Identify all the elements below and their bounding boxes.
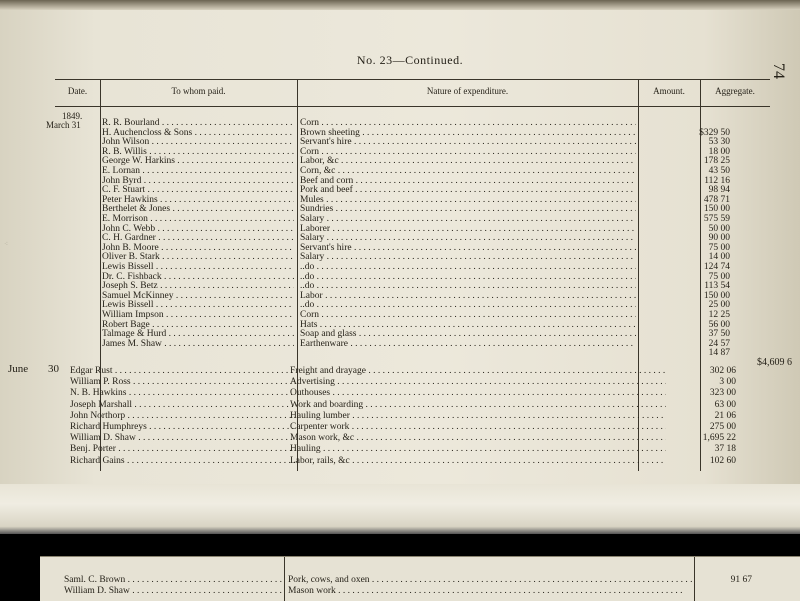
row-amount: 3 00 — [719, 377, 736, 388]
row-nature: Salary . . . — [300, 252, 636, 263]
row-amount: $329 50 — [699, 127, 730, 138]
row-amount: 14 87 — [708, 348, 730, 359]
header-date: Date. — [67, 86, 88, 96]
aggregate-value: $4,609 6 — [757, 357, 792, 368]
row-payee: E. Lornan . . . — [102, 166, 294, 177]
row-nature: Advertising . . . — [290, 377, 666, 388]
row-nature: Hauling . . . — [290, 444, 666, 455]
header-amount: Amount. — [653, 86, 685, 96]
row-nature: Corn, &c . . . — [300, 166, 636, 177]
row-nature: Servant's hire . . . — [300, 137, 636, 148]
row-payee: H. Auchencloss & Sons . . . — [102, 128, 294, 139]
row-nature: Servant's hire . . . — [300, 243, 636, 254]
row-nature: Corn . . . — [300, 147, 636, 158]
row-payee: John Northorp . . . — [70, 411, 295, 422]
row-nature: Earthenware . . . — [300, 339, 636, 350]
row-payee: William D. Shaw . . . — [64, 586, 282, 597]
row-payee: Joseph S. Betz . . . — [102, 281, 294, 292]
row-payee: Berthelet & Jones . . . — [102, 204, 294, 215]
row-payee: Lewis Bissell . . . — [102, 300, 294, 311]
row-payee: Peter Hawkins . . . — [102, 195, 294, 206]
row-nature: Pork and beef . . . — [300, 185, 636, 196]
row-amount: 323 00 — [709, 388, 736, 399]
row-payee: John B. Moore . . . — [102, 243, 294, 254]
row-payee: Edgar Rust . . . — [70, 366, 295, 377]
row-nature: Hats . . . — [300, 320, 636, 331]
row-payee: R. B. Willis . . . — [102, 147, 294, 158]
row-amount: 302 06 — [709, 366, 736, 376]
row-payee: R. R. Bourland . . . — [102, 118, 294, 129]
row-payee: C. F. Stuart . . . — [102, 185, 294, 196]
row-amount: 1,695 22 — [702, 433, 736, 444]
row-payee: E. Morrison . . . — [102, 214, 294, 225]
row-amount: 478 71 — [703, 194, 730, 205]
header-to-whom: To whom paid. — [171, 86, 226, 96]
row-nature: Mules . . . — [300, 195, 636, 206]
row-payee: Samuel McKinney . . . — [102, 291, 294, 302]
row-nature: Mason work, &c . . . — [290, 433, 666, 444]
row-payee: James M. Shaw . . . — [102, 339, 294, 350]
row-nature: Hauling lumber . . . — [290, 411, 666, 422]
row-nature: ..do . . . — [300, 300, 636, 311]
page-edge-shadow — [0, 0, 800, 10]
row-payee: N. B. Hawkins . . . — [70, 388, 295, 399]
row-amount: 14 00 — [708, 252, 730, 263]
row-nature: Labor, rails, &c . . . — [290, 456, 666, 467]
row-payee: Joseph Marshall . . . — [70, 400, 295, 411]
row-nature: Outhouses . . . — [290, 388, 666, 399]
row-payee: Talmage & Hurd . . . — [102, 329, 294, 340]
row-amount: 575 59 — [703, 214, 730, 224]
row-nature: Carpenter work . . . — [290, 422, 666, 433]
date-year: 1849. — [62, 111, 83, 121]
column-rule — [284, 557, 285, 601]
row-amount: 102 60 — [709, 455, 736, 466]
row-nature: Corn . . . — [300, 310, 636, 321]
page-number: 74 — [770, 63, 787, 79]
row-payee: Richard Gains . . . — [70, 456, 295, 467]
page-fold — [0, 484, 800, 534]
row-amount: 98 94 — [708, 185, 730, 196]
row-payee: Oliver B. Stark . . . — [102, 252, 294, 263]
date-march: March 31 — [46, 120, 81, 130]
row-amount: 63 00 — [714, 399, 736, 410]
row-nature: ..do . . . — [300, 272, 636, 283]
row-amount: 18 00 — [708, 146, 730, 157]
row-amount: 90 00 — [708, 233, 730, 244]
row-payee: William Impson . . . — [102, 310, 294, 321]
row-nature: Sundries . . . — [300, 204, 636, 215]
row-amount: 12 25 — [708, 310, 730, 320]
row-payee: William D. Shaw . . . — [70, 433, 295, 444]
header-aggregate: Aggregate. — [715, 86, 755, 96]
row-amount: 43 50 — [708, 166, 730, 176]
column-rule — [694, 557, 695, 601]
row-payee: John Wilson . . . — [102, 137, 294, 148]
row-nature: Labor, &c . . . — [300, 156, 636, 167]
table-header-rule — [55, 106, 770, 107]
row-payee: Benj. Porter . . . — [70, 444, 295, 455]
row-amount: 25 00 — [708, 300, 730, 311]
row-nature: Beef and corn . . . — [300, 176, 636, 187]
row-nature: Corn . . . — [300, 118, 636, 129]
table-top-rule — [55, 79, 770, 80]
row-payee: Saml. C. Brown . . . — [64, 575, 282, 586]
row-nature: Salary . . . — [300, 214, 636, 225]
next-page-strip — [40, 556, 800, 601]
date-month-june: June — [8, 363, 29, 375]
row-amount: 53 30 — [708, 137, 730, 148]
row-payee: Dr. C. Fishback . . . — [102, 272, 294, 283]
row-nature: Soap and glass . . . — [300, 329, 636, 340]
row-nature: Laborer . . . — [300, 224, 636, 235]
row-nature: ..do . . . — [300, 281, 636, 292]
row-payee: John C. Webb . . . — [102, 224, 294, 235]
row-nature: Pork, cows, and oxen . . . — [288, 575, 692, 586]
row-amount: 75 00 — [708, 271, 730, 282]
row-amount: 75 00 — [708, 242, 730, 253]
row-nature: Salary . . . — [300, 233, 636, 244]
row-payee: John Byrd . . . — [102, 176, 294, 187]
row-amount: 150 00 — [703, 290, 730, 301]
row-amount: 178 25 — [703, 156, 730, 167]
bleed-through-mark: ⁖ — [4, 240, 9, 248]
row-payee: Lewis Bissell . . . — [102, 262, 294, 273]
date-day-30: 30 — [48, 363, 59, 375]
row-payee: William P. Ross . . . — [70, 377, 295, 388]
row-amount: 150 00 — [703, 204, 730, 215]
row-nature: Labor . . . — [300, 291, 636, 302]
row-payee: Robert Bage . . . — [102, 320, 294, 331]
row-amount: 37 18 — [714, 444, 736, 455]
row-nature: Work and boarding . . . — [290, 400, 666, 411]
row-amount: 50 00 — [708, 223, 730, 234]
row-payee: Richard Humphreys . . . — [70, 422, 295, 433]
row-amount: 275 00 — [709, 422, 736, 432]
row-nature: Freight and drayage . . . — [290, 366, 666, 377]
row-amount: 37 50 — [708, 329, 730, 340]
row-amount: 112 16 — [704, 175, 730, 186]
row-payee: George W. Harkins . . . — [102, 156, 294, 167]
row-amount: 124 74 — [703, 262, 730, 272]
row-amount: 91 67 — [730, 575, 752, 585]
row-amount: 113 54 — [704, 281, 730, 292]
header-nature: Nature of expenditure. — [426, 86, 509, 96]
row-payee: C. H. Gardner . . . — [102, 233, 294, 244]
row-amount: 56 00 — [708, 319, 730, 330]
row-nature: Mason work . . . — [288, 586, 692, 597]
row-amount: 24 57 — [708, 338, 730, 349]
row-nature: ..do . . . — [300, 262, 636, 273]
row-nature: Brown sheeting . . . — [300, 128, 636, 139]
sheet-title: No. 23—Continued. — [356, 53, 464, 67]
row-amount: 21 06 — [714, 410, 736, 421]
